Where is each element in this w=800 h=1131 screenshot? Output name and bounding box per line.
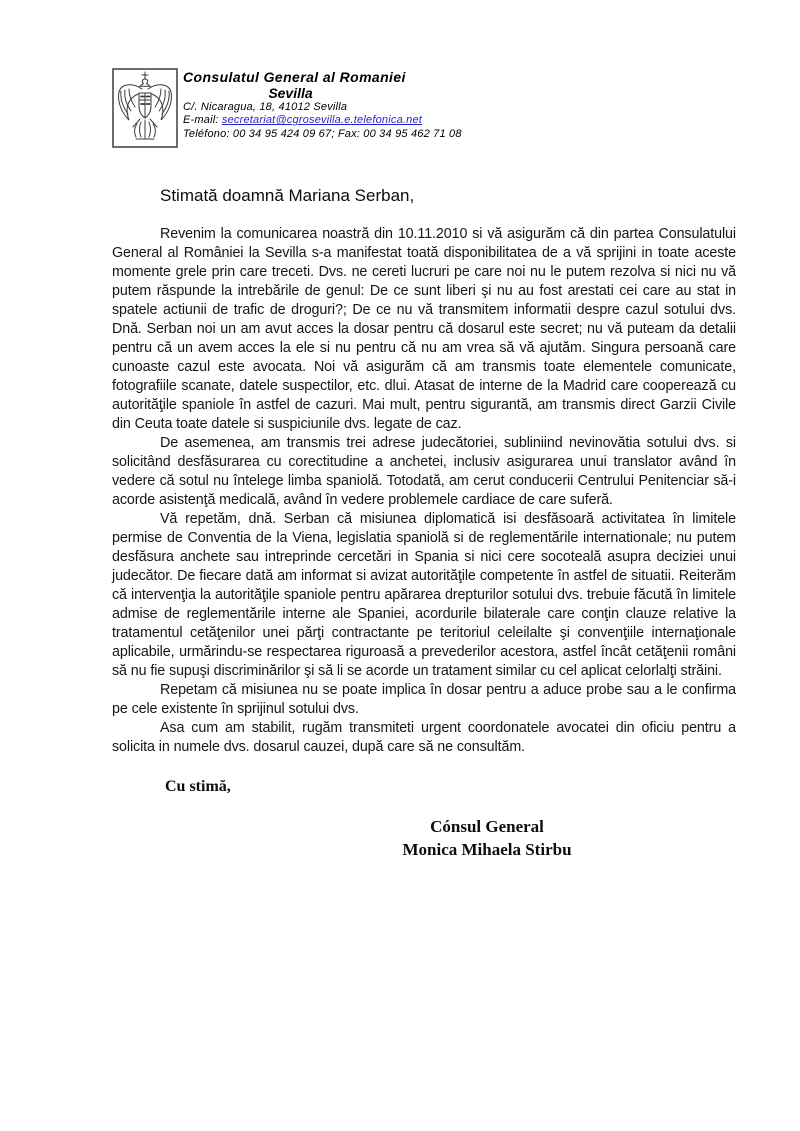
org-phone-fax: Teléfono: 00 34 95 424 09 67; Fax: 00 34 95 462 71 08	[183, 127, 462, 140]
org-address: C/. Nicaragua, 18, 41012 Sevilla	[183, 101, 348, 113]
salutation: Stimată doamnă Mariana Serban,	[160, 186, 415, 205]
org-email-line	[183, 114, 462, 127]
email-link[interactable]: secretariat@cgrosevilla.e.telefonica.net	[221, 114, 423, 127]
signature-block	[312, 815, 662, 861]
letterhead	[112, 68, 736, 148]
paragraph-5: Asa cum am stabilit, rugăm transmiteti urgent coordonatele avocatei din oficiu pentru a solicita in numele dvs. dosarul cauzei, după care să ne consultăm.	[112, 720, 736, 755]
paragraph-2: De asemenea, am transmis trei adrese judecătoriei, subliniind nevinovătia sotului dvs. si solicitând desfăsurarea cu corectitudine a anchetei, inclusiv asigurarea unui translator având în vedere că sotul nu întelege limba spaniolă. Totodată, am cerut conducerii Centrului Penitenciar să-i acorde asistenţă medicală, având în vedere problemele cardiace de care suferă.	[112, 435, 736, 508]
paragraph-3: Vă repetăm, dnă. Serban că misiunea diplomatică isi desfăsoară activitatea în limitele permise de Conventia de la Viena, legislatia spaniolă si de reglementările internationale; nu putem desfăsura anchete sau intreprinde cercetări in Spania si nici cere socoteală asupra deciziei unui judecător. De fiecare dată am informat si avizat autorităţile competente în astfel de situatii. Reiterăm că intervenţia la autorităţile spaniole pentru apărarea drepturilor sotului dvs. trebuie făcută în limitele admise de reglementările interne ale Spaniei, acordurile bilaterale care conţin clauze relative la tratamentul cetăţenilor unei părţi contractante pe teritoriul celeilalte şi convenţiile internaţionale aplicabile, urmărindu-se respectarea riguroasă a prevederilor acestora, astfel încât cetăţenii români să nu fie supuşi discriminărilor şi să li se acorde un tratament similar cu cel aplicat celorlalţi străini.	[112, 511, 736, 679]
romania-coat-of-arms-icon	[112, 68, 178, 148]
org-city: Sevilla	[268, 85, 313, 101]
signature-name: Monica Mihaela Stirbu	[402, 840, 572, 859]
paragraph-4: Repetam că misiunea nu se poate implica în dosar pentru a aduce probe sau a le confirma pe cele existente în sprijinul sotului dvs.	[112, 682, 736, 717]
email-label: E-mail:	[183, 114, 219, 127]
org-name: Consulatul General al Romaniei	[183, 69, 406, 85]
closing-salutation: Cu stimă,	[165, 778, 231, 795]
letter-body	[112, 186, 736, 861]
letterhead-text	[178, 68, 462, 141]
signature-title: Cónsul General	[430, 817, 544, 836]
paragraph-1: Revenim la comunicarea noastră din 10.11.2010 si vă asigurăm că din partea Consulatului General al României la Sevilla s-a manifestat toată disponibilitatea de a vă sprijini in toate aceste momente grele prin care treceti. Dvs. ne cereti lucruri pe care noi nu le putem rezolva si nici nu vă putem răspunde la intrebările de genul: De ce sunt liberi şi nu au fost arestati cei care au stat in spatele actiunii de trafic de droguri?; De ce nu vă transmitem informatii despre cazul sotului dvs. Dnă. Serban noi un am avut acces la dosar pentru că dosarul este secret; nu vă puteam da detalii pentru că un avem acces la ele si nu pentru că nu am vrea să vă ajutăm. Singura persoană care cunoaste cazul este avocata. Noi vă asigurăm că am transmis toate elementele comunicate, fotografiile scanate, datele suspectilor, etc. dlui. Atasat de interne de la Madrid care cooperează cu autorităţile spaniole în astfel de cazuri. Mai mult, pentru sigurantă, am transmis direct Garzii Civile din Ceuta toate datele si suspiciunile dvs. legate de caz.	[112, 226, 736, 432]
